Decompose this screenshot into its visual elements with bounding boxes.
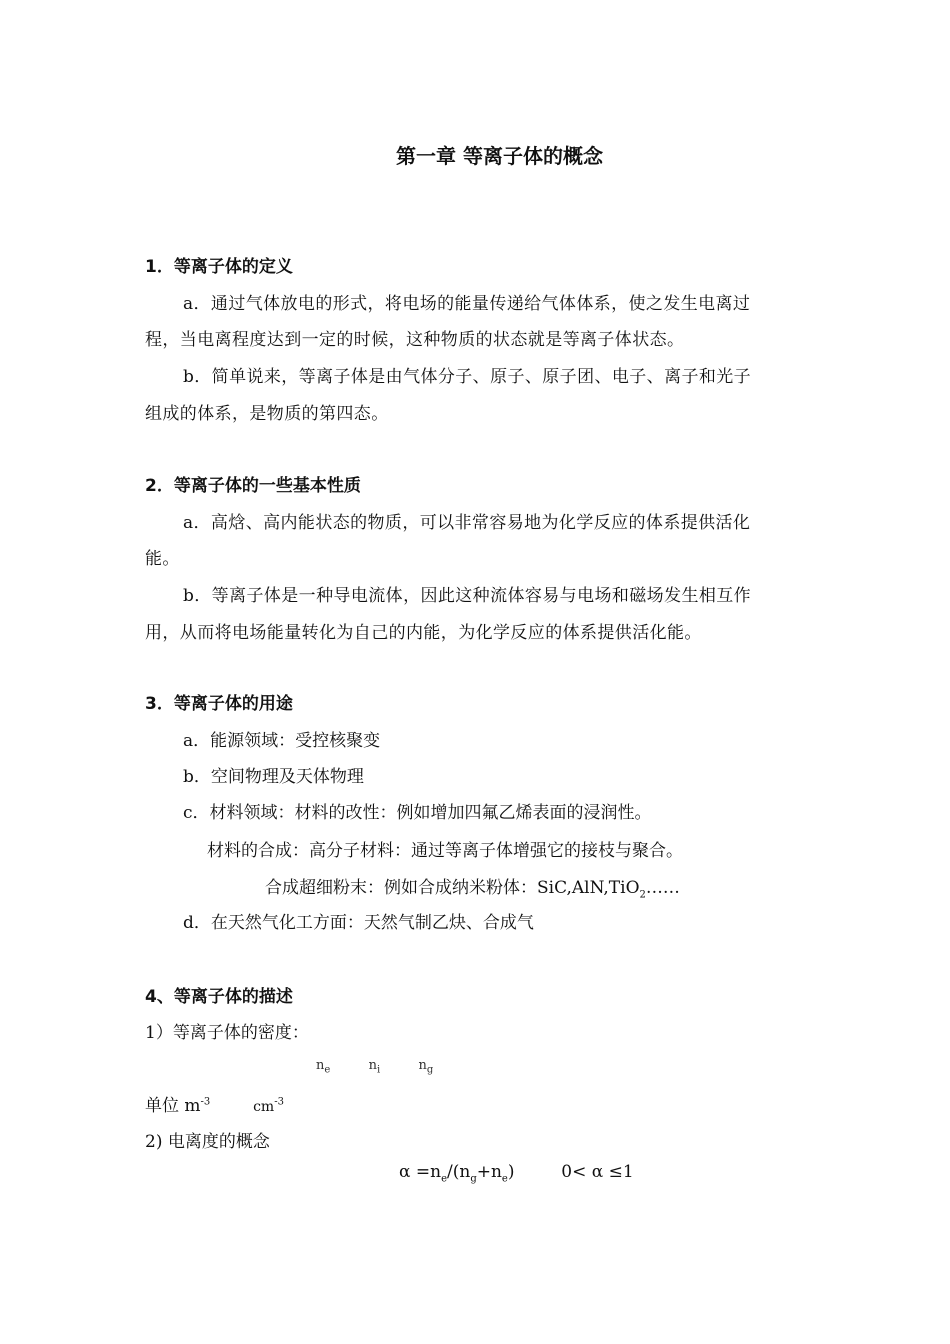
symbol-sub: e bbox=[324, 1064, 331, 1076]
formula-range: 0< α ≤1 bbox=[561, 1162, 634, 1182]
ellipsis: …… bbox=[645, 878, 680, 898]
list-item: 材料的合成：高分子材料：通过等离子体增强它的接枝与聚合。 bbox=[207, 841, 683, 861]
formula-part: +n bbox=[476, 1162, 502, 1182]
formula-sub: g bbox=[470, 1173, 477, 1185]
paragraph-line: 组成的体系，是物质的第四态。 bbox=[145, 404, 389, 424]
list-item bbox=[265, 873, 680, 900]
symbol-n: n bbox=[418, 1058, 427, 1073]
formula-sub: e bbox=[501, 1173, 508, 1185]
page-title: 第一章 等离子体的概念 bbox=[396, 144, 603, 168]
list-item: d．在天然气化工方面：天然气制乙炔、合成气 bbox=[183, 913, 534, 933]
section-heading-2: 2．等离子体的一些基本性质 bbox=[145, 476, 361, 496]
section-heading-1: 1．等离子体的定义 bbox=[145, 257, 293, 277]
paragraph-line: a．高焓、高内能状态的物质，可以非常容易地为化学反应的体系提供活化 bbox=[183, 513, 751, 533]
symbol-sub: g bbox=[426, 1064, 434, 1076]
symbol-n: n bbox=[316, 1058, 325, 1073]
paragraph-line: b．简单说来，等离子体是由气体分子、原子、原子团、电子、离子和光子 bbox=[183, 367, 752, 387]
exponent: -3 bbox=[274, 1096, 284, 1108]
paragraph-line: 程，当电离程度达到一定的时候，这种物质的状态就是等离子体状态。 bbox=[145, 330, 685, 350]
paragraph-line: a．通过气体放电的形式，将电场的能量传递给气体体系，使之发生电离过 bbox=[183, 294, 751, 314]
list-item-text: 合成超细粉末：例如合成纳米粉体：SiC,AlN,TiO bbox=[265, 878, 640, 898]
list-item: a．能源领域：受控核聚变 bbox=[183, 731, 381, 751]
density-symbols bbox=[316, 1058, 433, 1076]
list-item: b．空间物理及天体物理 bbox=[183, 767, 364, 787]
list-item: c．材料领域：材料的改性：例如增加四氟乙烯表面的浸润性。 bbox=[183, 803, 652, 823]
sub-heading-density: 1）等离子体的密度： bbox=[145, 1023, 309, 1043]
formula-part: /(n bbox=[447, 1162, 471, 1182]
formula-sub: e bbox=[441, 1173, 447, 1185]
symbol-sub: i bbox=[376, 1064, 381, 1076]
section-heading-4: 4、等离子体的描述 bbox=[145, 987, 293, 1007]
symbol-n: n bbox=[368, 1058, 377, 1073]
section-heading-3: 3．等离子体的用途 bbox=[145, 694, 293, 714]
formula-part: α =n bbox=[399, 1162, 442, 1182]
sub-heading-ionization: 2) 电离度的概念 bbox=[145, 1132, 270, 1152]
paragraph-line: b．等离子体是一种导电流体，因此这种流体容易与电场和磁场发生相互作 bbox=[183, 586, 752, 606]
exponent: -3 bbox=[200, 1096, 211, 1108]
paragraph-line: 用，从而将电场能量转化为自己的内能，为化学反应的体系提供活化能。 bbox=[145, 623, 702, 643]
units-line bbox=[145, 1091, 284, 1116]
subscript: 2 bbox=[639, 889, 646, 901]
ionization-formula bbox=[399, 1162, 634, 1184]
paragraph-line: 能。 bbox=[145, 549, 180, 569]
formula-part: ) bbox=[507, 1162, 515, 1182]
units-label: 单位 m bbox=[145, 1096, 201, 1116]
units-cm: cm bbox=[253, 1099, 275, 1115]
